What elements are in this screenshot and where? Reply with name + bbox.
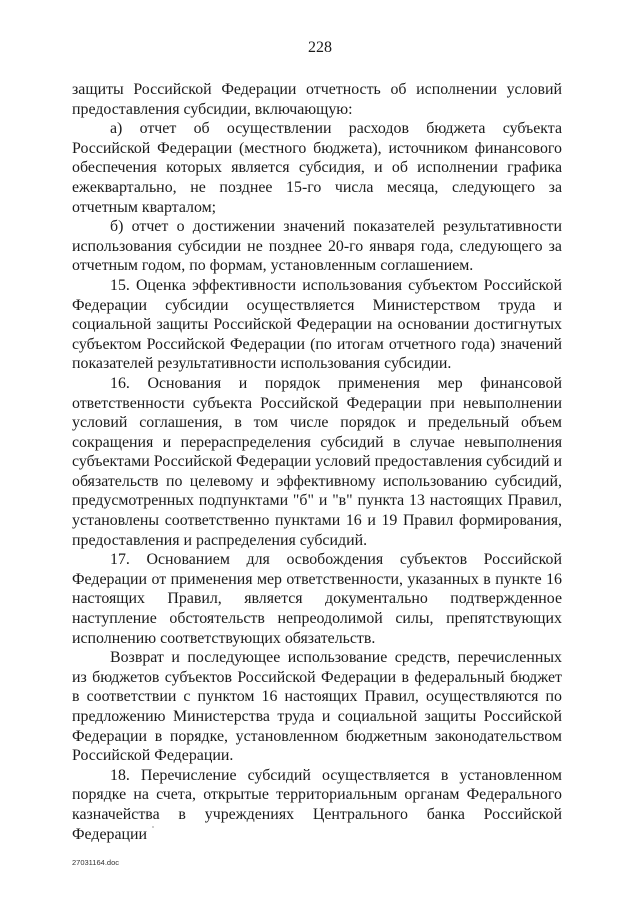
page-number: 228 bbox=[308, 39, 332, 56]
document-body bbox=[72, 80, 562, 844]
paragraph: защиты Российской Федерации отчетность об исполнении условий предоставления субсидии, включающую: bbox=[72, 81, 562, 118]
file-reference: 27031164.doc bbox=[72, 858, 119, 867]
paragraph: 17. Основанием для освобождения субъектов Российской Федерации от применения мер ответственности, указанных в пункте 16 настоящих Правил, является документально подтвержденное наступление обстоятельств непреодолимой силы, препятствующих исполнению соответствующих обязательств. bbox=[72, 551, 562, 647]
paragraph: 16. Основания и порядок применения мер финансовой ответственности субъекта Российской Федерации при невыполнении условий соглашения, в том числе порядок и предельный объем сокращения и перераспределения субсидий в случае невыполнения субъектами Российской Федерации условий предоставления субсидий и обязательств по целевому и эффективному использованию субсидий, предусмотренных подпунктами "б" и "в" пункта 13 настоящих Правил, установлены соответственно пунктами 16 и 19 Правил формирования, предоставления и распределения субсидий. bbox=[72, 374, 562, 549]
paragraph: а) отчет об осуществлении расходов бюджета субъекта Российской Федерации (местного бюджета), источником финансового обеспечения которых является субсидия, и об исполнении графика ежеквартально, не позднее 15-го числа месяца, следующего за отчетным кварталом; bbox=[72, 120, 562, 216]
paragraph: 15. Оценка эффективности использования субъектом Российской Федерации субсидии осуществляется Министерством труда и социальной защиты Российской Федерации на основании достигнутых субъектом Российской Федерации (по итогам отчетного года) значений показателей результативности использования субсидии. bbox=[72, 276, 562, 373]
paragraph: Возврат и последующее использование средств, перечисленных из бюджетов субъектов Российской Федерации в федеральный бюджет в соответствии с пунктом 16 настоящих Правил, осуществляются по предложению Министерства труда и социальной защиты Российской Федерации в порядке, установленном бюджетным законодательством Российской Федерации. bbox=[72, 649, 562, 765]
scan-artifact bbox=[152, 826, 154, 828]
paragraph: б) отчет о достижении значений показателей результативности использования субсидии не позднее 20-го января года, следующего за отчетным годом, по формам, установленным соглашением. bbox=[72, 218, 562, 275]
paragraph: 18. Перечисление субсидий осуществляется в установленном порядке на счета, открытые территориальным органам Федерального казначейства в учреждениях Центрального банка Российской Федерации bbox=[72, 766, 562, 843]
